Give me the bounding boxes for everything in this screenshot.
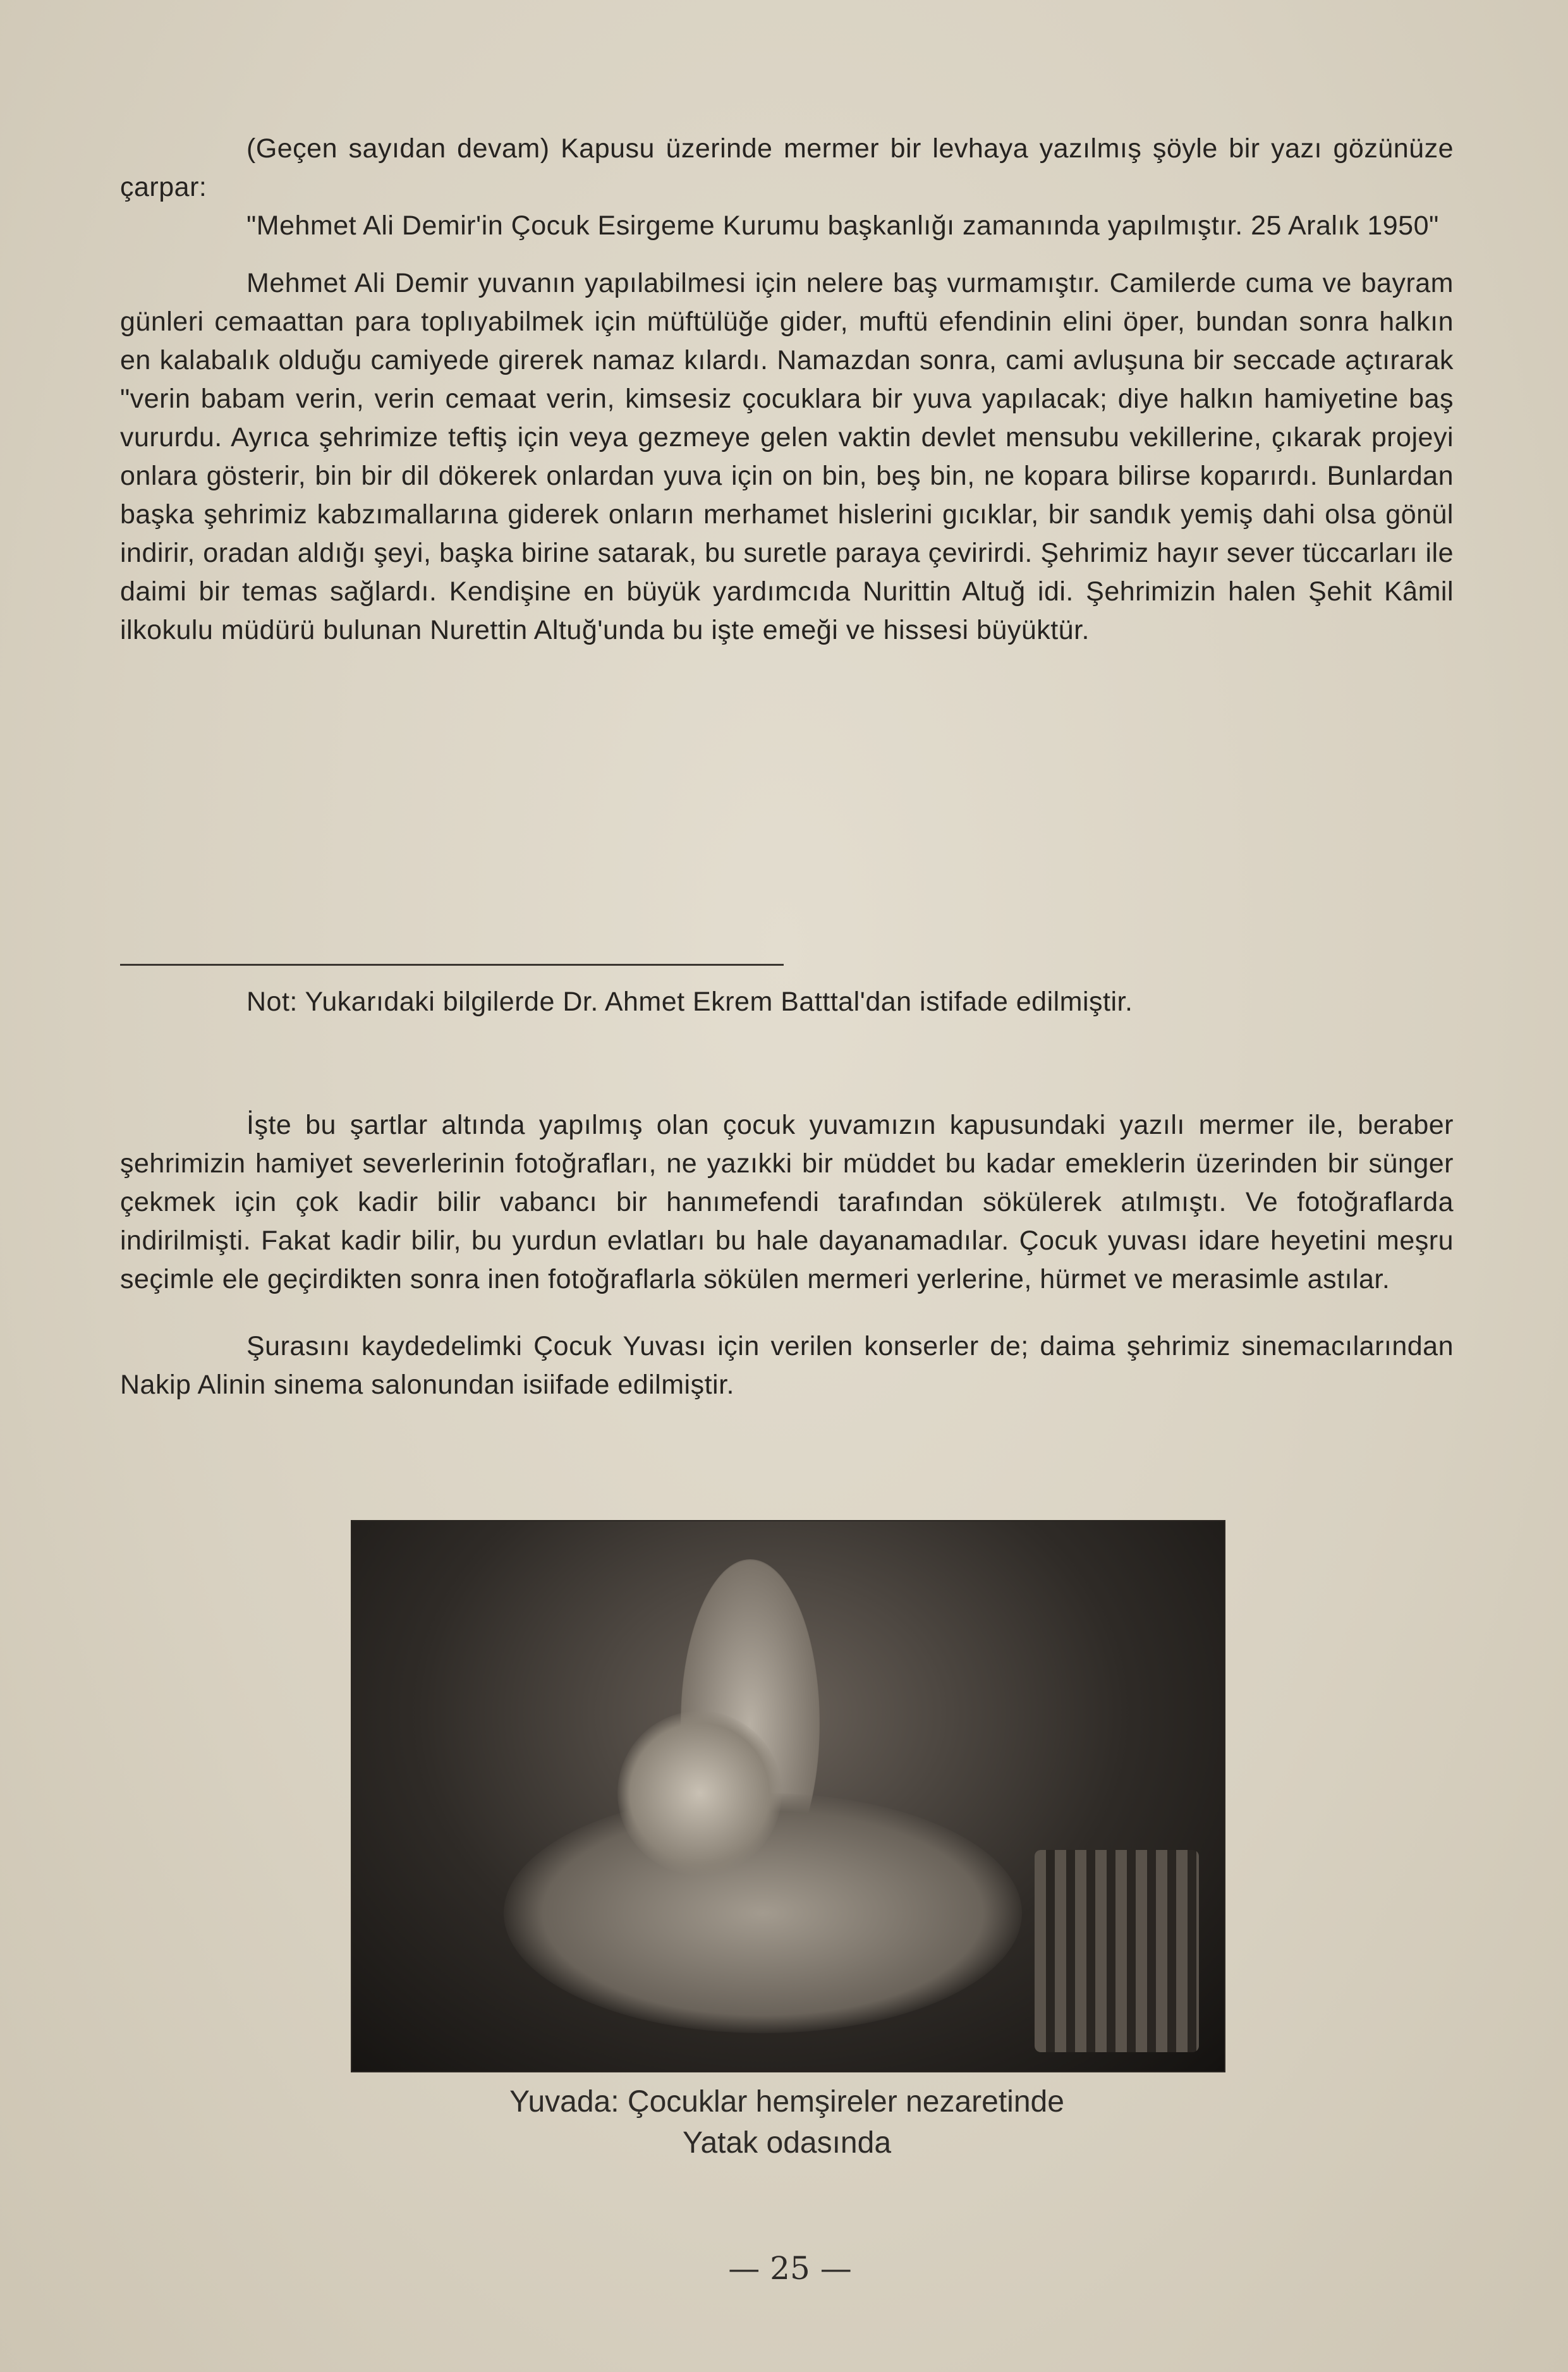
page-number: — 25 — (728, 2250, 852, 2287)
photo-radiator-figure (1035, 1850, 1199, 2052)
photo-caption-line-2: Yatak odasında (682, 2126, 892, 2160)
nursery-photo (351, 1520, 1225, 2072)
bottom-text-section (120, 1106, 1454, 1404)
photo-caption-line-1: Yuvada: Çocuklar hemşireler nezaretinde (509, 2085, 1064, 2119)
note-section (120, 983, 1454, 1021)
photo-child-figure (617, 1711, 782, 1875)
intro-paragraph: (Geçen sayıdan devam) Kapusu üzerinde mermer bir levhaya yazılmış şöyle bir yazı gözünüze çarpar: (120, 133, 1454, 202)
inscription-quote: "Mehmet Ali Demir'in Çocuk Esirgeme Kurumu başkanlığı zamanında yapılmıştır. 25 Aralık 1950" (246, 210, 1439, 241)
plaque-paragraph: İşte bu şartlar altında yapılmış olan çocuk yuvamızın kapusundaki yazılı mermer ile, beraber şehrimizin hamiyet severlerinin fotoğrafları, ne yazıkki bir müddet bu kadar emeklerin üzerinden bir sünger çekmek için çok kadir bilir vabancı bir hanımefendi tarafından sökülerek atılmıştı. Ve fotoğraflarda indirilmişti. Fakat kadir bilir, bu yurdun evlatları bu hale dayanamadılar. Çocuk yuvası idare heyetini meşru seçimle ele geçirdikten sonra inen fotoğraflarla sökülen mermeri yerlerine, hürmet ve merasimle astılar. (120, 1110, 1454, 1294)
history-paragraph: Mehmet Ali Demir yuvanın yapılabilmesi için nelere baş vurmamıştır. Camilerde cuma ve bayram günleri cemaattan para toplıyabilmek için müftülüğe gider, muftü efendinin elini öper, bundan sonra halkın en kalabalık olduğu camiyede girerek namaz kılardı. Namazdan sonra, cami avluşuna bir seccade açtırarak "verin babam verin, verin cemaat verin, kimsesiz çocuklara bir yuva yapılacak; diye halkın hamiyetine baş vururdu. Ayrıca şehrimize teftiş için veya gezmeye gelen vaktin devlet mensubu vekillerine, çıkarak projeyi onlara gösterir, bin bir dil dökerek onlardan yuva için on bin, beş bin, ne kopara bilirse koparırdı. Bunlardan başka şehrimiz kabzımallarına giderek onların merhamet hislerini gıcıklar, bir sandık yemiş dahi olsa gönül indirir, oradan aldığı şeyi, başka birine satarak, bu suretle paraya çevirirdi. Şehrimiz hayır sever tüccarları ile daimi bir temas sağlardı. Kendişine en büyük yardımcıda Nurittin Altuğ idi. Şehrimizin halen Şehit Kâmil ilkokulu müdürü bulunan Nurettin Altuğ'unda bu işte emeği ve hissesi büyüktür. (120, 268, 1454, 645)
source-note: Not: Yukarıdaki bilgilerde Dr. Ahmet Ekrem Batttal'dan istifade edilmiştir. (246, 987, 1133, 1017)
section-divider (120, 964, 784, 966)
top-text-section (120, 130, 1454, 650)
concert-paragraph: Şurasını kaydedelimki Çocuk Yuvası için verilen konserler de; daima şehrimiz sinemacılarından Nakip Alinin sinema salonundan isiifade edilmiştir. (120, 1331, 1454, 1400)
